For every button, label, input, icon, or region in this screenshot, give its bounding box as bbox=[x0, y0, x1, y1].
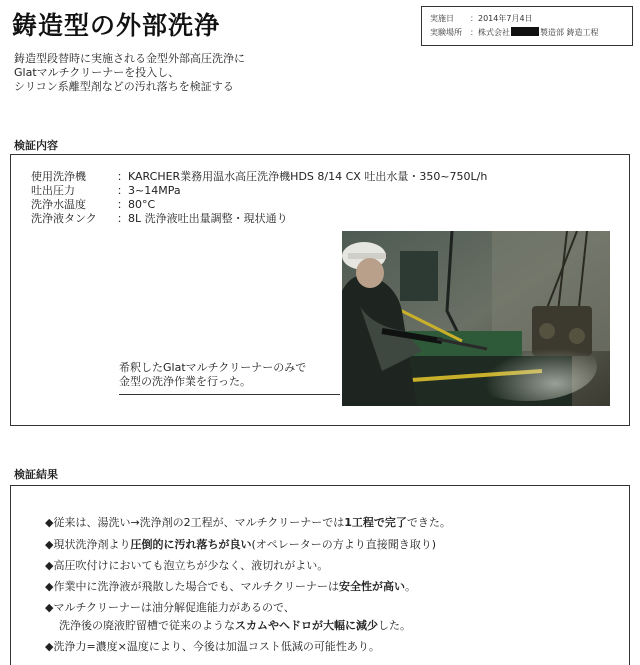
result-emphasis: スカムやヘドロが大幅に減少 bbox=[235, 619, 378, 632]
verification-box bbox=[10, 154, 630, 426]
place-suffix: 製造部 鋳造工程 bbox=[540, 28, 599, 37]
spec-label: 吐出圧力 bbox=[31, 184, 75, 197]
date-label: 実施日 bbox=[430, 14, 454, 23]
place-label: 実験場所 bbox=[430, 28, 462, 37]
intro-text bbox=[14, 52, 245, 94]
page-title: 鋳造型の外部洗浄 bbox=[12, 11, 221, 40]
result-item-continuation bbox=[59, 617, 411, 633]
date-value: ：2014年7月4日 bbox=[470, 14, 533, 23]
result-text: (オペレーターの方より直接聞き取り) bbox=[251, 538, 437, 551]
cleaning-work-photo bbox=[342, 231, 610, 406]
caption-line: 希釈したGlatマルチクリーナーのみで bbox=[119, 361, 307, 374]
result-text: ◆現状洗浄剤より bbox=[45, 538, 131, 551]
result-item bbox=[45, 578, 416, 594]
result-text: ◆マルチクリーナーは油分解促進能力があるので、 bbox=[45, 601, 295, 614]
result-item bbox=[45, 536, 436, 552]
place-prefix: ：株式会社 bbox=[470, 28, 510, 37]
result-text: ◆洗浄力=濃度×温度により、今後は加温コスト低減の可能性あり。 bbox=[45, 640, 380, 653]
spec-label: 使用洗浄機 bbox=[31, 170, 86, 183]
spec-value: ：KARCHER業務用温水高圧洗浄機HDS 8/14 CX 吐出水量・350~750L/h bbox=[117, 170, 488, 183]
result-text: した。 bbox=[378, 619, 411, 632]
place-row bbox=[430, 27, 599, 38]
result-item bbox=[45, 599, 295, 615]
result-emphasis: 安全性が高い bbox=[339, 580, 406, 593]
photo-caption bbox=[119, 361, 306, 389]
spec-label: 洗浄水温度 bbox=[31, 198, 86, 211]
spec-value: ：8L 洗浄液吐出量調整・現状通り bbox=[117, 212, 288, 225]
spec-row bbox=[31, 210, 288, 226]
date-row bbox=[430, 13, 533, 24]
result-text: ◆作業中に洗浄液が飛散した場合でも、マルチクリーナーは bbox=[45, 580, 340, 593]
intro-line: Glatマルチクリーナーを投入し、 bbox=[14, 66, 180, 79]
result-text: 。 bbox=[405, 580, 417, 593]
result-item bbox=[45, 638, 380, 654]
caption-underline bbox=[119, 394, 340, 395]
meta-info-box bbox=[421, 6, 633, 46]
redaction-bar bbox=[511, 27, 539, 36]
section-title-verification: 検証内容 bbox=[14, 139, 58, 152]
intro-line: 鋳造型段替時に実施される金型外部高圧洗浄に bbox=[14, 52, 245, 65]
spec-value: ：3~14MPa bbox=[117, 184, 181, 197]
result-text: 洗浄後の廃液貯留槽で従来のような bbox=[59, 619, 235, 632]
spec-label: 洗浄液タンク bbox=[31, 212, 97, 225]
result-item bbox=[45, 514, 451, 530]
result-emphasis: 圧倒的に汚れ落ちが良い bbox=[130, 538, 252, 551]
caption-line: 金型の洗浄作業を行った。 bbox=[119, 375, 251, 388]
result-emphasis: 1工程で完了 bbox=[344, 516, 407, 529]
result-text: ◆従来は、湯洗い→洗浄剤の2工程が、マルチクリーナーでは bbox=[45, 516, 345, 529]
results-box bbox=[10, 485, 630, 665]
result-item bbox=[45, 557, 328, 573]
section-title-results: 検証結果 bbox=[14, 468, 58, 481]
result-text: できた。 bbox=[406, 516, 451, 529]
result-text: ◆高圧吹付けにおいても泡立ちが少なく、液切れがよい。 bbox=[45, 559, 329, 572]
spec-value: ：80°C bbox=[117, 198, 156, 211]
intro-line: シリコン系離型剤などの汚れ落ちを検証する bbox=[14, 80, 234, 93]
